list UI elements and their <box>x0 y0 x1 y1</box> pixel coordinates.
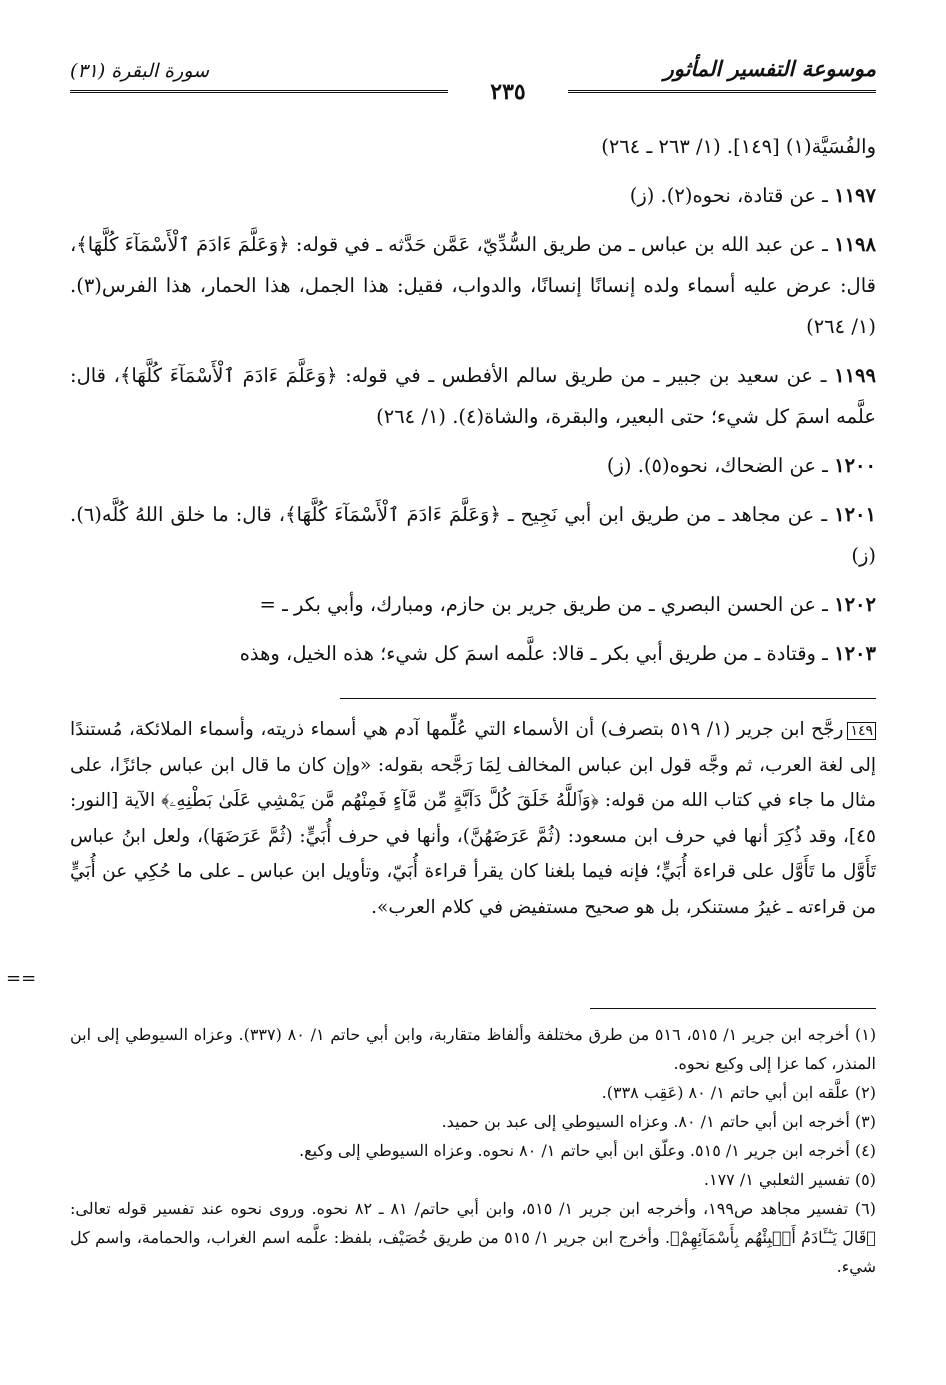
main-text <box>70 126 876 682</box>
paragraph-text: ـ عن قتادة، نحوه(٢). (ز) <box>629 184 828 207</box>
note-tag: ١٤٩ <box>847 722 876 740</box>
paragraph-text: ـ عن عبد الله بن عباس ـ من طريق السُّدِّيّ، عَمَّن حَدَّثه ـ في قوله: ﴿وَعَلَّمَ ءَادَمَ ٱلْأَسْمَآءَ كُلَّهَا﴾، قال: عرض عليه أسماء ولده إنسانًا إنسانًا، والدواب، فقيل: هذا الجمل، هذا الحمار، هذا الفرس(٣). (١/ ٢٦٤) <box>70 233 876 338</box>
footnote-rule <box>590 1008 876 1009</box>
footnotes <box>70 1020 876 1281</box>
paragraph-text: ـ عن سعيد بن جبير ـ من طريق سالم الأفطس ـ في قوله: ﴿وَعَلَّمَ ءَادَمَ ٱلْأَسْمَآءَ كُلَّهَا﴾، قال: علَّمه اسمَ كل شيء؛ حتى البعير، والبقرة، والشاة(٤). (١/ ٢٦٤) <box>70 364 876 428</box>
note-paragraph <box>70 712 876 925</box>
paragraph-text: والفُسَيَّة(١) [١٤٩]. (١/ ٢٦٣ ـ ٢٦٤) <box>601 135 876 158</box>
paragraph <box>70 175 876 216</box>
paragraph <box>70 126 876 167</box>
footnote: (٢) علَّقه ابن أبي حاتم ١/ ٨٠ (عَقِب ٣٣٨). <box>601 1083 876 1102</box>
narration-number: ١٢٠٣ <box>834 642 876 665</box>
paragraph <box>70 494 876 576</box>
paragraph-text: ـ وقتادة ـ من طريق أبي بكر ـ قالا: علَّمه اسمَ كل شيء؛ هذه الخيل، وهذه <box>239 642 828 665</box>
narration-number: ١١٩٨ <box>834 233 876 256</box>
footnote: (٥) تفسير الثعلبي ١/ ١٧٧. <box>703 1170 876 1189</box>
continuation-mark: == <box>6 968 37 989</box>
narration-number: ١١٩٩ <box>834 364 876 387</box>
narration-number: ١١٩٧ <box>834 184 876 207</box>
note-text: رجَّح ابن جرير (١/ ٥١٩ بتصرف) أن الأسماء التي عُلِّمها آدم هي أسماء ذريته، وأسماء الملائكة، مُستندًا إلى لغة العرب، ثم وجَّه قول ابن عباس المخالف لِمَا رَجَّحه بقوله: «وإن كان ما قال ابن عباس جائزًا، على مثال ما جاء في كتاب الله من قوله: ﴿وَٱللَّهُ خَلَقَ كُلَّ دَآبَّةٍ مِّن مَّآءٍ فَمِنْهُم مَّن يَمْشِي عَلَىٰ بَطْنِهِۦ﴾ الآية [النور: ٤٥]، وقد ذُكِرَ أنها في حرف ابن مسعود: (ثُمَّ عَرَضَهُنَّ)، وأنها في حرف أُبَيٍّ: (ثُمَّ عَرَضَهَا)، ولعل ابنُ عباس تَأَوَّل ما تَأَوَّل على قراءة أُبَيٍّ؛ فإنه فيما بلغنا كان يقرأ قراءة أُبَيّ، وتأويل ابن عباس ـ على ما حُكِي عن أُبَيٍّ من قراءته ـ غيرُ مستنكر، بل هو صحيح مستفيض في كلام العرب». <box>70 719 876 918</box>
paragraph <box>70 355 876 437</box>
footnote: (٤) أخرجه ابن جرير ١/ ٥١٥. وعلّق ابن أبي حاتم ١/ ٨٠ نحوه. وعزاه السيوطي إلى وكيع. <box>299 1141 876 1160</box>
narration-number: ١٢٠٠ <box>834 454 876 477</box>
page-number: ٢٣٥ <box>448 78 568 106</box>
paragraph-text: ـ عن الضحاك، نحوه(٥). (ز) <box>606 454 828 477</box>
narration-number: ١٢٠١ <box>834 503 877 526</box>
footnote: (٣) أخرجه ابن أبي حاتم ١/ ٨٠. وعزاه السيوطي إلى عبد بن حميد. <box>441 1112 876 1131</box>
footnote: (١) أخرجه ابن جرير ١/ ٥١٥، ٥١٦ من طرق مختلفة وألفاظ متقاربة، وابن أبي حاتم ١/ ٨٠ (٣٣٧). وعزاه السيوطي إلى ابن المنذر، كما عزا إلى وكيع نحوه. <box>70 1025 877 1073</box>
paragraph <box>70 584 876 625</box>
running-header <box>70 56 876 105</box>
paragraph-text: ـ عن الحسن البصري ـ من طريق جرير بن حازم، ومبارك، وأبي بكر ـ = <box>259 593 828 616</box>
paragraph-text: ـ عن مجاهد ـ من طريق ابن أبي نَجِيح ـ ﴿وَعَلَّمَ ءَادَمَ ٱلْأَسْمَآءَ كُلَّهَا﴾، قال: ما خلق اللهُ كُلَّه(٦). (ز) <box>70 503 876 567</box>
footnote: (٦) تفسير مجاهد ص١٩٩، وأخرجه ابن جرير ١/ ٥١٥، وابن أبي حاتم/ ٨١ ـ ٨٢ نحوه. وروى نحوه عند تفسير قوله تعالى: ﴿قَالَ يَـٰٓـَٔادَمُ أَنۢبِئْهُم بِأَسْمَآئِهِمْ﴾. وأخرج ابن جرير ١/ ٥١٥ من طريق خُصَيْف، بلفظ: علَّمه اسم الغراب، والحمامة، واسم كل شيء. <box>70 1199 877 1276</box>
paragraph <box>70 445 876 486</box>
editor-note <box>70 712 876 925</box>
separator-rule <box>340 698 876 699</box>
book-title: موسوعة التفسير المأثور <box>663 56 876 81</box>
paragraph <box>70 224 876 347</box>
surah-label: سورة البقرة (٣١) <box>70 60 210 82</box>
narration-number: ١٢٠٢ <box>834 593 876 616</box>
paragraph <box>70 633 876 674</box>
